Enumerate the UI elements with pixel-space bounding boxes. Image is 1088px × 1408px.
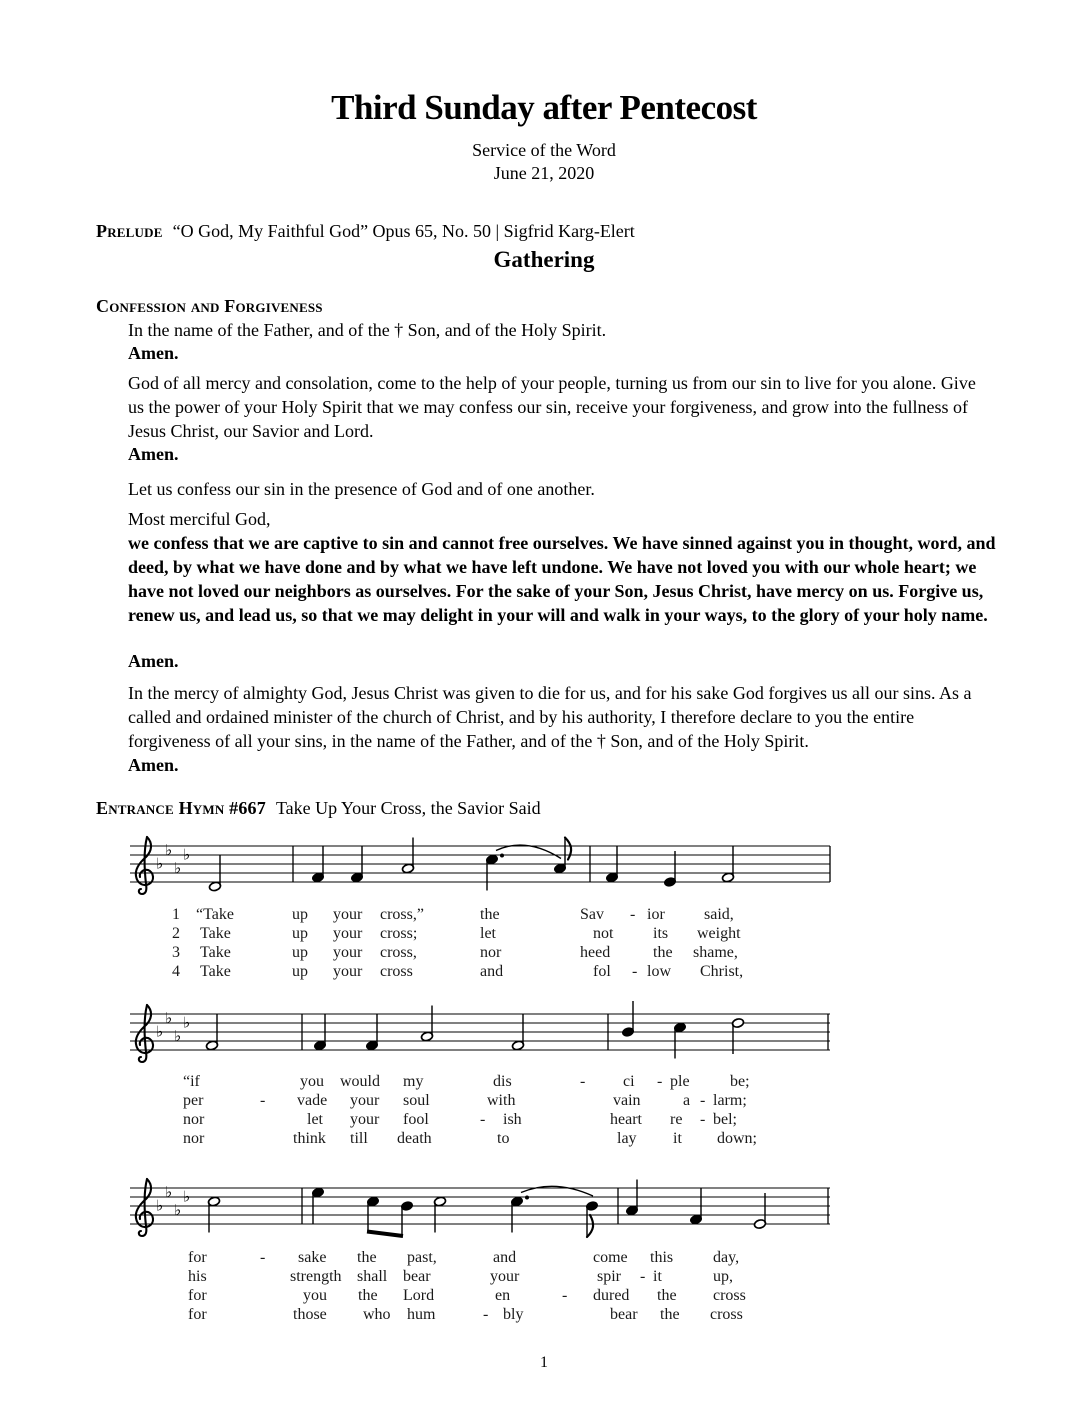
hymn-lyric-token: with — [487, 1092, 516, 1109]
hymn-lyric-token: ple — [670, 1073, 690, 1090]
hymn-lyric-token: your — [490, 1268, 520, 1285]
amen-response-3: Amen. — [128, 651, 179, 671]
hymn-lyric-token: this — [650, 1249, 674, 1266]
svg-text:♭: ♭ — [183, 1013, 191, 1032]
invocation-text: In the name of the Father, and of the † Son, and of the Holy Spirit. — [128, 320, 607, 340]
amen-response-4: Amen. — [128, 755, 179, 775]
hymn-lyric-token: be; — [730, 1073, 750, 1090]
page-number: 1 — [540, 1354, 548, 1371]
svg-text:♭: ♭ — [183, 1187, 191, 1206]
hymn-lyric-token: per — [183, 1092, 204, 1109]
hymn-lyric-token: up — [292, 963, 308, 980]
hymn-lyric-token: you — [303, 1287, 327, 1304]
hymn-lyric-token: and — [493, 1249, 517, 1266]
hymn-lyric-token: your — [333, 963, 363, 980]
amen-response-1: Amen. — [128, 343, 179, 363]
amen-response-2: Amen. — [128, 444, 179, 464]
hymn-lyric-token: come — [593, 1249, 628, 1266]
svg-text:♭: ♭ — [165, 1009, 173, 1027]
service-date: June 21, 2020 — [493, 163, 595, 183]
absolution-text: In the mercy of almighty God, Jesus Christ was given to die for us, and for his sake God forgives us all our sins. As a called and ordained minister of the church of Christ, and by his authority, I therefore declare to you the entire forgiveness of all your sins, in the name of the Father, and of the † Son, and of the Holy Spirit. — [128, 683, 972, 751]
hymn-lyric-token: - — [260, 1092, 266, 1109]
hymn-lyric-token: those — [293, 1306, 327, 1323]
svg-text:♭: ♭ — [165, 841, 173, 859]
hymn-lyric-token: fool — [403, 1111, 429, 1128]
hymn-lyric-token: - — [630, 906, 636, 923]
hymn-lyric-token: to — [497, 1130, 510, 1147]
hymn-lyric-token: 2 — [172, 925, 180, 942]
hymn-lyric-token: and — [480, 963, 504, 980]
hymn-lyric-token: “if — [183, 1073, 200, 1090]
svg-text:♭: ♭ — [174, 859, 182, 877]
hymn-lyric-token: - — [632, 963, 638, 980]
hymn-lyric-token: Take — [200, 963, 231, 980]
confession-heading: Confession and Forgiveness — [96, 296, 323, 316]
hymn-lyric-token: past, — [407, 1249, 437, 1266]
hymn-lyric-token: you — [300, 1073, 324, 1090]
entrance-hymn-title: Take Up Your Cross, the Savior Said — [275, 798, 541, 818]
confession-address: Most merciful God, — [128, 509, 271, 529]
hymn-lyric-token: your — [333, 925, 363, 942]
hymn-lyric-token: ish — [503, 1111, 522, 1128]
hymn-lyric-token: up — [292, 944, 308, 961]
prelude-label: Prelude — [96, 221, 163, 241]
hymn-lyric-token: day, — [713, 1249, 740, 1266]
hymn-lyric-token: my — [403, 1073, 424, 1090]
hymn-lyric-token: strength — [290, 1268, 342, 1285]
hymn-lyric-token: nor — [480, 944, 502, 961]
hymn-lyric-token: think — [293, 1130, 326, 1147]
hymn-lyric-token: heed — [580, 944, 611, 961]
hymn-lyric-token: for — [188, 1306, 207, 1323]
hymn-lyric-token: up — [292, 906, 308, 923]
hymn-lyric-token: - — [480, 1111, 486, 1128]
hymn-lyric-token: re — [670, 1111, 683, 1128]
hymn-lyric-token: the — [657, 1287, 677, 1304]
hymn-lyric-token: cross — [380, 963, 413, 980]
hymn-lyric-token: shame, — [693, 944, 738, 961]
hymn-lyric-token: your — [333, 906, 363, 923]
hymn-lyric-token: Sav — [580, 906, 604, 923]
hymn-lyric-token: the — [653, 944, 673, 961]
hymn-lyric-token: till — [350, 1130, 368, 1147]
hymn-lyric-token: Take — [200, 944, 231, 961]
hymn-lyric-token: - — [260, 1249, 266, 1266]
hymn-lyric-token: not — [593, 925, 614, 942]
svg-text:♭: ♭ — [156, 854, 164, 873]
hymn-lyric-token: low — [647, 963, 671, 980]
hymn-lyric-token: for — [188, 1249, 207, 1266]
hymn-lyric-token: bel; — [713, 1111, 737, 1128]
hymn-lyric-token: sake — [298, 1249, 327, 1266]
hymn-lyric-token: vade — [297, 1092, 328, 1109]
hymn-lyric-token: weight — [697, 925, 741, 942]
hymn-lyric-token: bear — [403, 1268, 431, 1285]
hymn-lyric-token: dis — [493, 1073, 512, 1090]
hymn-lyric-token: dured — [593, 1287, 630, 1304]
hymn-lyric-token: nor — [183, 1111, 205, 1128]
prelude-line — [96, 221, 996, 242]
entrance-hymn-line — [96, 798, 996, 819]
mercy-prayer: God of all mercy and consolation, come to the help of your people, turning us from our sin to live for you alone. Give us the power of your Holy Spirit that we may confess our sin, receive your forgiveness, and grow into the fullness of Jesus Christ, our Savior and Lord. — [128, 373, 976, 441]
hymn-lyric-token: bly — [503, 1306, 524, 1323]
hymn-lyric-token: shall — [357, 1268, 388, 1285]
gathering-heading: Gathering — [493, 247, 595, 272]
hymn-lyric-token: his — [188, 1268, 207, 1285]
hymn-lyric-token: spir — [597, 1268, 621, 1285]
hymn-lyric-token: Lord — [403, 1287, 435, 1304]
hymn-lyric-token: ior — [647, 906, 665, 923]
hymn-lyric-token: a — [683, 1092, 691, 1109]
hymn-lyric-token: your — [333, 944, 363, 961]
hymn-lyric-token: fol — [593, 963, 611, 980]
svg-text:♭: ♭ — [174, 1201, 182, 1219]
hymn-lyric-token: it — [673, 1130, 682, 1147]
hymn-lyric-token: let — [307, 1111, 323, 1128]
hymn-lyric-token: vain — [613, 1092, 641, 1109]
hymn-lyric-token: lay — [617, 1130, 637, 1147]
hymn-lyric-token: - — [580, 1073, 586, 1090]
hymn-lyric-token: - — [657, 1073, 663, 1090]
hymn-lyric-token: ci — [623, 1073, 635, 1090]
hymn-lyric-token: the — [660, 1306, 680, 1323]
hymn-lyric-token: cross — [713, 1287, 746, 1304]
hymn-lyric-token: Christ, — [700, 963, 744, 980]
hymn-lyric-token: cross,” — [380, 906, 424, 923]
hymn-lyric-token: en — [495, 1287, 511, 1304]
svg-text:♭: ♭ — [165, 1183, 173, 1201]
hymn-lyric-token: your — [350, 1092, 380, 1109]
svg-text:♭: ♭ — [156, 1196, 164, 1215]
page-subtitle: Service of the Word — [472, 140, 616, 160]
hymn-lyric-token: cross, — [380, 944, 417, 961]
hymn-lyric-token: hum — [407, 1306, 436, 1323]
hymn-lyric-token: your — [350, 1111, 380, 1128]
hymn-lyric-token: death — [397, 1130, 432, 1147]
hymn-lyric-token: who — [363, 1306, 391, 1323]
page-title: Third Sunday after Pentecost — [331, 88, 757, 127]
hymn-lyric-token: - — [483, 1306, 489, 1323]
hymn-lyric-token: 3 — [172, 944, 180, 961]
hymn-lyric-token: the — [357, 1249, 377, 1266]
hymn-lyric-token: 4 — [172, 963, 180, 980]
hymn-lyric-token: larm; — [713, 1092, 747, 1109]
hymn-lyric-token: heart — [610, 1111, 642, 1128]
hymn-lyric-token: up — [292, 925, 308, 942]
hymn-lyric-token: would — [340, 1073, 380, 1090]
hymn-lyric-token: down; — [717, 1130, 757, 1147]
hymn-lyric-token: it — [653, 1268, 662, 1285]
hymn-lyric-token: Take — [200, 925, 231, 942]
hymn-lyric-token: the — [358, 1287, 378, 1304]
hymn-lyric-token: “Take — [196, 906, 234, 923]
hymn-lyric-token: said, — [704, 906, 734, 923]
confession-text: we confess that we are captive to sin and cannot free ourselves. We have sinned against you in thought, word, and deed, by what we have done and by what we have left undone. We have not loved you with our whole heart; we have not loved our neighbors as ourselves. For the sake of your Son, Jesus Christ, have mercy on us. Forgive us, renew us, and lead us, so that we may delight in your will and walk in your ways, to the glory of your holy name. — [128, 533, 996, 625]
hymn-lyric-token: - — [562, 1287, 568, 1304]
confession-invitation: Let us confess our sin in the presence of God and of one another. — [128, 479, 595, 499]
hymn-lyric-token: let — [480, 925, 496, 942]
hymn-lyric-token: soul — [403, 1092, 430, 1109]
hymn-lyric-token: cross; — [380, 925, 418, 942]
hymn-lyric-token: for — [188, 1287, 207, 1304]
hymn-lyric-token: - — [640, 1268, 646, 1285]
svg-text:♭: ♭ — [183, 845, 191, 864]
hymn-lyric-token: its — [653, 925, 669, 942]
svg-text:♭: ♭ — [156, 1022, 164, 1041]
entrance-hymn-label: Entrance Hymn #667 — [96, 798, 266, 818]
svg-text:♭: ♭ — [174, 1027, 182, 1045]
prelude-title: “O God, My Faithful God” Opus 65, No. 50 | Sigfrid Karg-Elert — [172, 221, 635, 241]
hymn-lyric-token: - — [700, 1111, 706, 1128]
hymn-lyric-token: - — [700, 1092, 706, 1109]
hymn-lyric-token: up, — [713, 1268, 733, 1285]
hymn-lyric-token: the — [480, 906, 500, 923]
hymn-lyric-token: 1 — [172, 906, 180, 923]
hymn-lyric-token: bear — [610, 1306, 638, 1323]
hymn-lyric-token: cross — [710, 1306, 743, 1323]
hymn-lyric-token: nor — [183, 1130, 205, 1147]
